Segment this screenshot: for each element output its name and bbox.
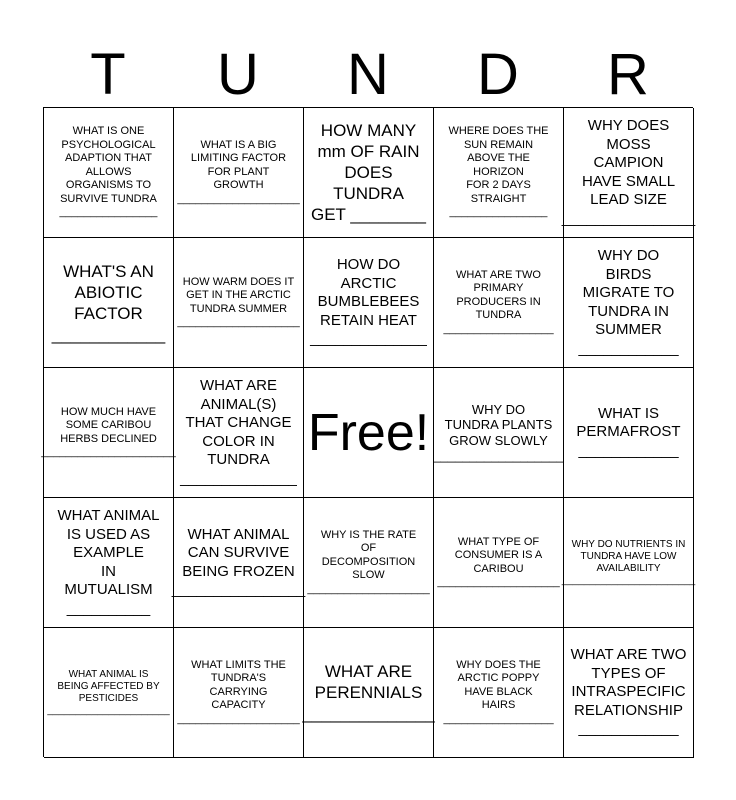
bingo-cell[interactable] (174, 238, 304, 368)
bingo-cell[interactable] (304, 108, 434, 238)
free-label: Free! (307, 403, 430, 462)
bingo-cell[interactable] (44, 108, 174, 238)
cell-question: WHY IS THE RATE OF DECOMPOSITION SLOW (320, 528, 417, 582)
free-space[interactable] (304, 368, 434, 498)
cell-question: HOW MUCH HAVE SOME CARIBOU HERBS DECLINED (60, 405, 157, 445)
bingo-cell[interactable] (41, 368, 176, 498)
cell-question: WHY DO BIRDS MIGRATE TO TUNDRA IN SUMMER (582, 247, 675, 338)
cell-question: WHAT ANIMAL CAN SURVIVE BEING FROZEN (182, 525, 295, 580)
bingo-cell[interactable] (434, 238, 564, 368)
cell-question: WHAT ANIMAL IS USED AS EXAMPLE IN MUTUALISM (57, 507, 160, 598)
answer-blank: ______________________ (41, 446, 176, 458)
header-letter-u: U (217, 42, 259, 107)
bingo-cell[interactable] (304, 498, 434, 628)
cell-question: HOW MANY mm OF RAIN DOES TUNDRA GET ________ (311, 121, 426, 224)
answer-blank: ________________ (59, 206, 158, 219)
header-letter-n: N (347, 42, 389, 107)
bingo-cell[interactable] (44, 238, 174, 368)
bingo-cell[interactable] (561, 498, 696, 628)
bingo-cell[interactable] (434, 108, 564, 238)
bingo-cell[interactable] (561, 108, 696, 238)
cell-question: WHAT LIMITS THE TUNDRA'S CARRYING CAPACITY (191, 658, 286, 712)
cell-question: WHERE DOES THE SUN REMAIN ABOVE THE HORIZON FOR 2 DAYS STRAIGHT (448, 125, 549, 205)
bingo-grid (41, 107, 696, 757)
bingo-cell[interactable] (304, 238, 434, 368)
answer-blank: ________________ (449, 206, 548, 219)
answer-blank: __________________ (433, 448, 564, 463)
cell-question: WHY DO NUTRIENTS IN TUNDRA HAVE LOW AVAILABILITY (571, 538, 686, 574)
answer-blank: ________________ (561, 209, 696, 227)
bingo-cell[interactable] (434, 498, 564, 628)
cell-question: WHY DOES MOSS CAMPION HAVE SMALL LEAD SIZE (581, 117, 676, 208)
answer-blank: ________________________ (561, 574, 696, 586)
cell-question: WHAT ARE PERENNIALS (314, 662, 423, 702)
answer-blank: ____________________ (177, 712, 300, 725)
bingo-cell[interactable] (174, 108, 304, 238)
bingo-header (43, 44, 693, 106)
answer-blank: ____________________ (437, 576, 560, 588)
answer-blank: ____________ (578, 720, 679, 738)
answer-blank: ____________________ (177, 192, 300, 205)
cell-question: WHY DOES THE ARCTIC POPPY HAVE BLACK HAIRS (456, 658, 541, 712)
cell-question: WHAT ANIMAL IS BEING AFFECTED BY PESTICIDES (57, 668, 160, 704)
bingo-cell[interactable] (434, 628, 564, 758)
bingo-cell[interactable] (44, 628, 174, 758)
cell-question: WHAT ARE TWO TYPES OF INTRASPECIFIC RELATIONSHIP (570, 646, 687, 719)
answer-blank: __________________ (443, 322, 554, 335)
answer-blank: ______________ (310, 330, 427, 348)
cell-question: WHAT TYPE OF CONSUMER IS A CARIBOU (454, 535, 543, 575)
answer-blank: ______________ (180, 469, 297, 487)
answer-blank: __________________ (443, 712, 554, 725)
bingo-cell[interactable] (174, 628, 304, 758)
cell-question: WHAT ARE ANIMAL(S) THAT CHANGE COLOR IN TUNDRA (185, 377, 292, 468)
header-letter-t: T (90, 42, 126, 107)
cell-question: HOW DO ARCTIC BUMBLEBEES RETAIN HEAT (317, 256, 420, 329)
bingo-cell[interactable] (434, 368, 564, 498)
cell-question: WHAT ARE TWO PRIMARY PRODUCERS IN TUNDRA (456, 268, 541, 322)
answer-blank: ______________ (302, 704, 435, 723)
answer-blank: ____________ (578, 441, 679, 459)
bingo-cell[interactable] (174, 368, 304, 498)
bingo-cell[interactable] (564, 368, 694, 498)
bingo-cell[interactable] (44, 498, 174, 628)
answer-blank: ______________________ (47, 704, 170, 716)
answer-blank: ____________ (51, 324, 166, 344)
answer-blank: ________________ (171, 581, 306, 598)
answer-blank: ____________________ (177, 316, 300, 328)
answer-blank: __________ (66, 599, 151, 617)
cell-question: WHAT IS ONE PSYCHOLOGICAL ADAPTION THAT ALLOWS ORGANISMS TO SURVIVE TUNDRA (60, 125, 157, 205)
header-letter-d: D (477, 42, 519, 107)
bingo-cell[interactable] (304, 628, 434, 758)
answer-blank: ____________ (578, 339, 679, 357)
cell-question: HOW WARM DOES IT GET IN THE ARCTIC TUNDRA SUMMER (182, 275, 295, 315)
bingo-cell[interactable] (564, 628, 694, 758)
cell-question: WHAT'S AN ABIOTIC FACTOR (63, 261, 154, 323)
answer-blank: ____________________ (307, 582, 430, 595)
cell-question: WHAT IS PERMAFROST (576, 404, 681, 441)
cell-question: WHAT IS A BIG LIMITING FACTOR FOR PLANT GROWTH (190, 138, 287, 192)
bingo-cell[interactable] (171, 498, 306, 628)
bingo-cell[interactable] (564, 238, 694, 368)
header-letter-r: R (607, 42, 649, 107)
cell-question: WHY DO TUNDRA PLANTS GROW SLOWLY (444, 401, 553, 448)
